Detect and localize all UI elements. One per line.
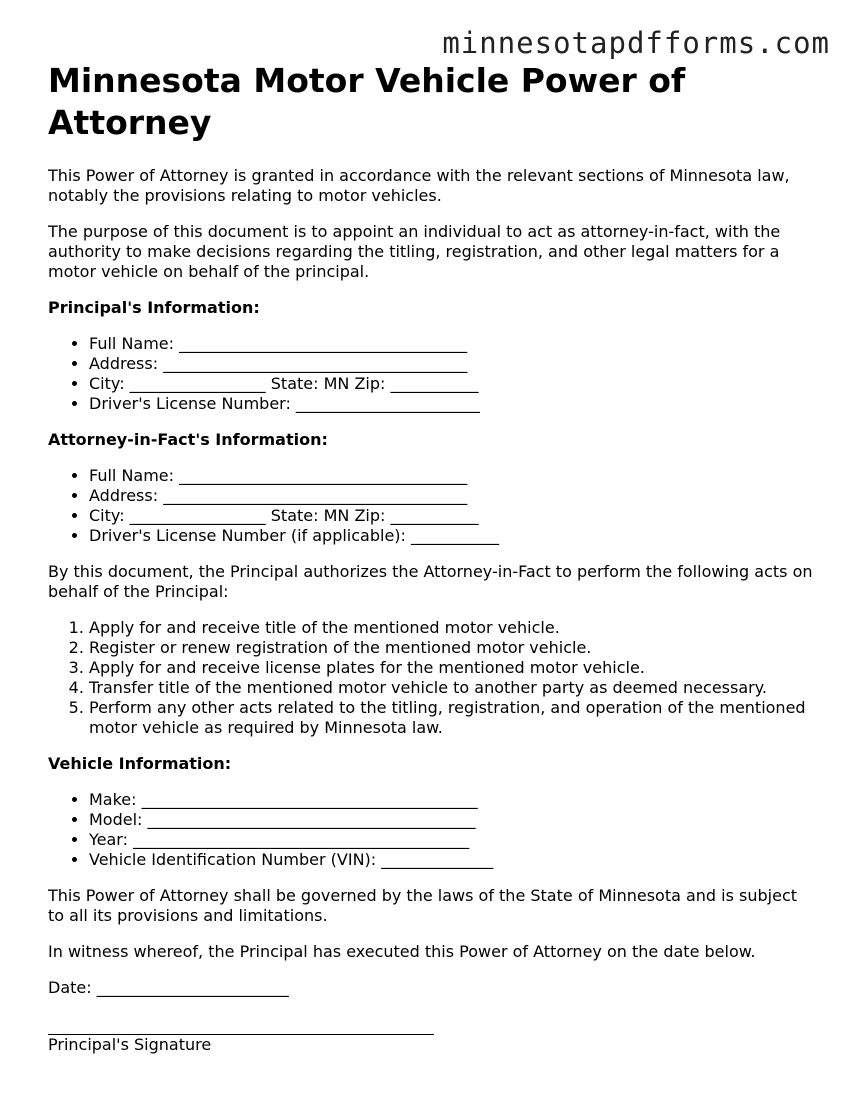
authorization-text: By this document, the Principal authorizes the Attorney-in-Fact to perform the following acts on behalf of the Principal: [48, 562, 813, 601]
attorney-heading: Attorney-in-Fact's Information: [48, 430, 328, 449]
authorized-act: 4. Transfer title of the mentioned motor vehicle to another party as deemed necessary. [89, 678, 818, 698]
vehicle-fields [48, 790, 818, 870]
intro-paragraph-2: The purpose of this document is to appoint an individual to act as attorney-in-fact, with the authority to make decisions regarding the titling, registration, and other legal matters for a motor vehicle on behalf of the principal. [48, 222, 781, 281]
page-title: Minnesota Motor Vehicle Power of Attorney [48, 61, 686, 142]
attorney-full-name-field[interactable]: • Full Name: ____________________________________ [89, 466, 818, 486]
principal-heading: Principal's Information: [48, 298, 260, 317]
authorized-act: 3. Apply for and receive license plates for the mentioned motor vehicle. [89, 658, 818, 678]
attorney-fields [48, 466, 818, 546]
document [48, 60, 818, 1055]
signature-line[interactable] [48, 1014, 434, 1035]
authorized-act: 5. Perform any other acts related to the titling, registration, and operation of the mentioned motor vehicle as required by Minnesota law. [89, 698, 818, 738]
governing-law-text: This Power of Attorney shall be governed by the laws of the State of Minnesota and is subject to all its provisions and limitations. [48, 886, 798, 925]
attorney-address-field[interactable]: • Address: ______________________________________ [89, 486, 818, 506]
date-field[interactable]: Date: ________________________ [48, 978, 289, 997]
authorized-acts-list [48, 618, 818, 738]
watermark: minnesotapdfforms.com [442, 26, 830, 60]
signature-label: Principal's Signature [48, 1035, 212, 1054]
principal-full-name-field[interactable]: • Full Name: ____________________________________ [89, 334, 818, 354]
principal-fields [48, 334, 818, 414]
vehicle-make-field[interactable]: • Make: __________________________________________ [89, 790, 818, 810]
attorney-license-field[interactable]: • Driver's License Number (if applicable): ___________ [89, 526, 818, 546]
witness-text: In witness whereof, the Principal has executed this Power of Attorney on the date below. [48, 942, 756, 961]
vehicle-year-field[interactable]: • Year: __________________________________________ [89, 830, 818, 850]
principal-address-field[interactable]: • Address: ______________________________________ [89, 354, 818, 374]
vehicle-model-field[interactable]: • Model: _________________________________________ [89, 810, 818, 830]
intro-paragraph-1: This Power of Attorney is granted in accordance with the relevant sections of Minnesota law, notably the provisions relating to motor vehicles. [48, 166, 790, 205]
vehicle-vin-field[interactable]: • Vehicle Identification Number (VIN): ______________ [89, 850, 818, 870]
authorized-act: 1. Apply for and receive title of the mentioned motor vehicle. [89, 618, 818, 638]
authorized-act: 2. Register or renew registration of the mentioned motor vehicle. [89, 638, 818, 658]
principal-city-state-zip-field[interactable]: • City: _________________ State: MN Zip: ___________ [89, 374, 818, 394]
vehicle-heading: Vehicle Information: [48, 754, 232, 773]
principal-license-field[interactable]: • Driver's License Number: _______________________ [89, 394, 818, 414]
attorney-city-state-zip-field[interactable]: • City: _________________ State: MN Zip: ___________ [89, 506, 818, 526]
